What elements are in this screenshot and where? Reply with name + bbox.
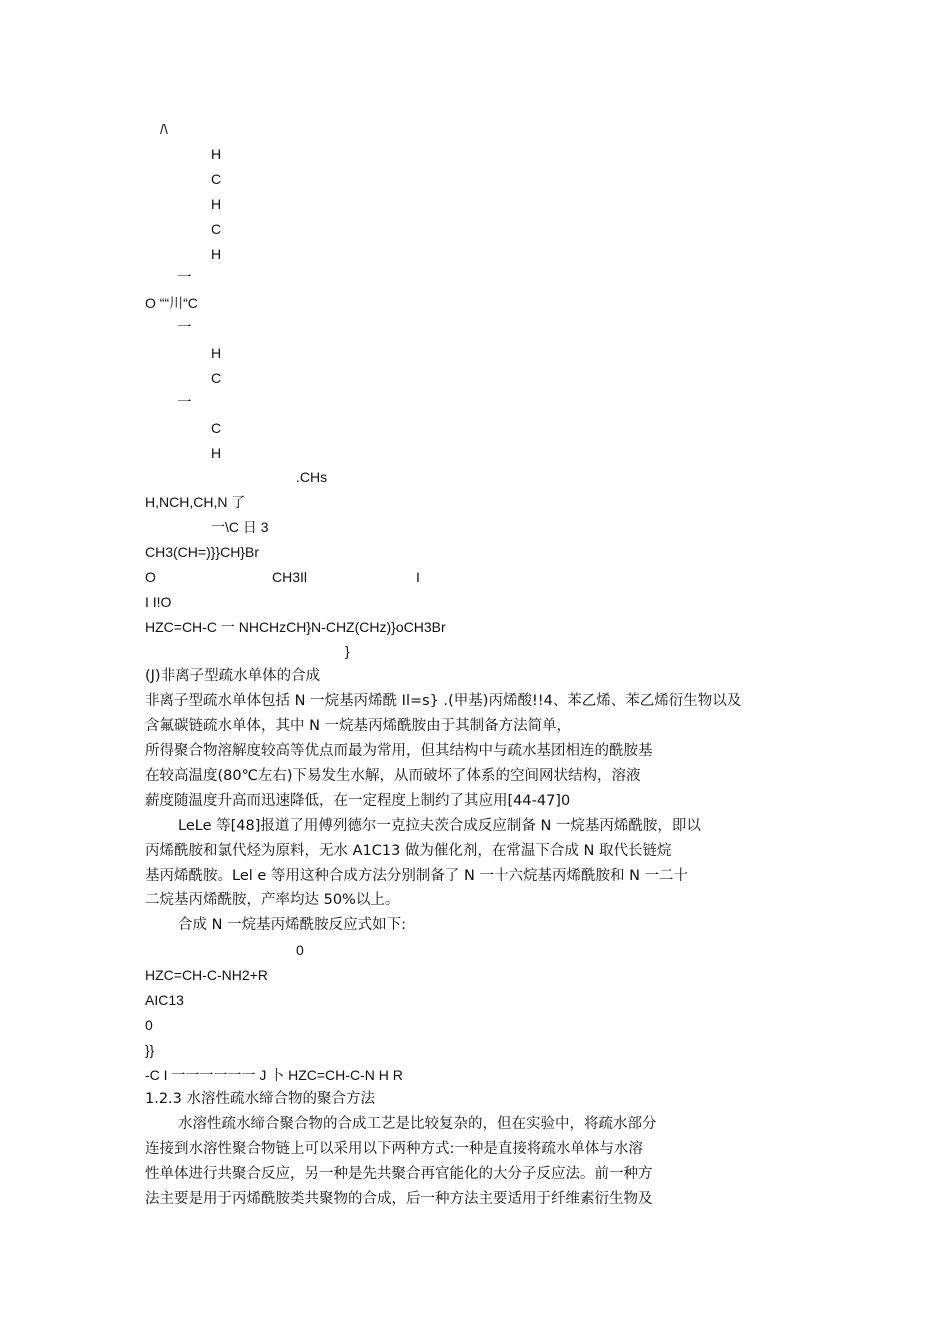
formula-chain-atom: H bbox=[211, 246, 222, 262]
formula-dash: 一 bbox=[177, 395, 192, 411]
formula-chain-atom: C bbox=[211, 420, 222, 436]
formula-chain-atom: H bbox=[211, 445, 222, 461]
formula-brace: } bbox=[345, 643, 350, 659]
paragraph-line: 连接到水溶性聚合物链上可以采用以下两种方式:一种是直接将疏水单体与水溶 bbox=[145, 1141, 643, 1157]
formula-chain-atom: H bbox=[211, 345, 222, 361]
formula-ch3il: CH3Il bbox=[272, 569, 308, 585]
formula-chain-atom: C bbox=[211, 171, 222, 187]
section-heading: (J)非离子型疏水单体的合成 bbox=[145, 668, 321, 684]
formula-ch3br: CH3(CH=)}}CH}Br bbox=[145, 544, 259, 560]
formula-chain-atom: H bbox=[211, 146, 222, 162]
paragraph-line: 非离子型疏水单体包括 N 一烷基丙烯酰 Il=s} .(甲基)丙烯酸!!4、苯乙烯、苯乙烯衍生物以及 bbox=[145, 693, 742, 709]
reaction-zero: 0 bbox=[145, 1017, 153, 1033]
paragraph-line: 丙烯酰胺和氯代烃为原料，无水 A1C13 做为催化剂，在常温下合成 N 取代长链烷 bbox=[145, 843, 672, 859]
reaction-catalyst: AIC13 bbox=[145, 992, 184, 1008]
formula-chs: .CHs bbox=[296, 469, 328, 485]
paragraph-line: 在较高温度(80℃左右)下易发生水解，从而破坏了体系的空间网状结构，溶液 bbox=[145, 768, 641, 784]
formula-chain-atom: C bbox=[211, 221, 222, 237]
paragraph-line: LeLe 等[48]报道了用傅列德尔一克拉夫茨合成反应制备 N 一烷基丙烯酰胺，即以 bbox=[178, 818, 701, 834]
formula-o: O bbox=[145, 569, 156, 585]
formula-o-line: O ““川“C bbox=[145, 295, 198, 311]
section-heading: 1.2.3 水溶性疏水缔合物的聚合方法 bbox=[145, 1091, 376, 1107]
paragraph-line: 性单体进行共聚合反应，另一种是先共聚合再官能化的大分子反应法。前一种方 bbox=[145, 1166, 653, 1182]
formula-hnch: H,NCH,CH,N 了 bbox=[145, 494, 246, 510]
formula-top-mark: /\ bbox=[160, 121, 168, 137]
formula-i: I bbox=[416, 569, 420, 585]
paragraph-line: 法主要是用于丙烯酰胺类共聚物的合成，后一种方法主要适用于纤维素衍生物及 bbox=[145, 1191, 653, 1207]
formula-c3: 一\C 日 3 bbox=[211, 519, 269, 535]
paragraph-line: 所得聚合物溶解度较高等优点而最为常用，但其结构中与疏水基团相连的酰胺基 bbox=[145, 743, 653, 759]
formula-chain-atom: H bbox=[211, 196, 222, 212]
reaction-product: -C I 一一一一一一 J 卜 HZC=CH-C-N H R bbox=[145, 1067, 403, 1083]
paragraph-line: 水溶性疏水缔合聚合物的合成工艺是比较复杂的，但在实验中，将疏水部分 bbox=[178, 1116, 657, 1132]
paragraph-line: 薪度随温度升高而迅速降低，在一定程度上制约了其应用[44-47]0 bbox=[145, 793, 571, 809]
reaction-zero-top: 0 bbox=[296, 942, 304, 958]
reaction-braces: }} bbox=[145, 1042, 155, 1058]
formula-dash: 一 bbox=[177, 320, 192, 336]
formula-chain-atom: C bbox=[211, 370, 222, 386]
reaction-reactant: HZC=CH-C-NH2+R bbox=[145, 967, 268, 983]
paragraph-line: 二烷基丙烯酰胺，产率均达 50%以上。 bbox=[145, 892, 400, 908]
formula-dash: 一 bbox=[177, 270, 192, 286]
paragraph-line: 基丙烯酰胺。Lel e 等用这种合成方法分别制备了 N 一十六烷基丙烯酰胺和 N 一二十 bbox=[145, 868, 689, 884]
paragraph-line: 合成 N 一烷基丙烯酰胺反应式如下: bbox=[178, 917, 406, 933]
formula-hzc-long: HZC=CH-C 一 NHCHzCH}N-CHZ(CHz)}oCH3Br bbox=[145, 619, 446, 635]
paragraph-line: 含氟碳链疏水单体，其中 N 一烷基丙烯酰胺由于其制备方法简单， bbox=[145, 718, 572, 734]
formula-iio: I I!O bbox=[145, 594, 172, 610]
